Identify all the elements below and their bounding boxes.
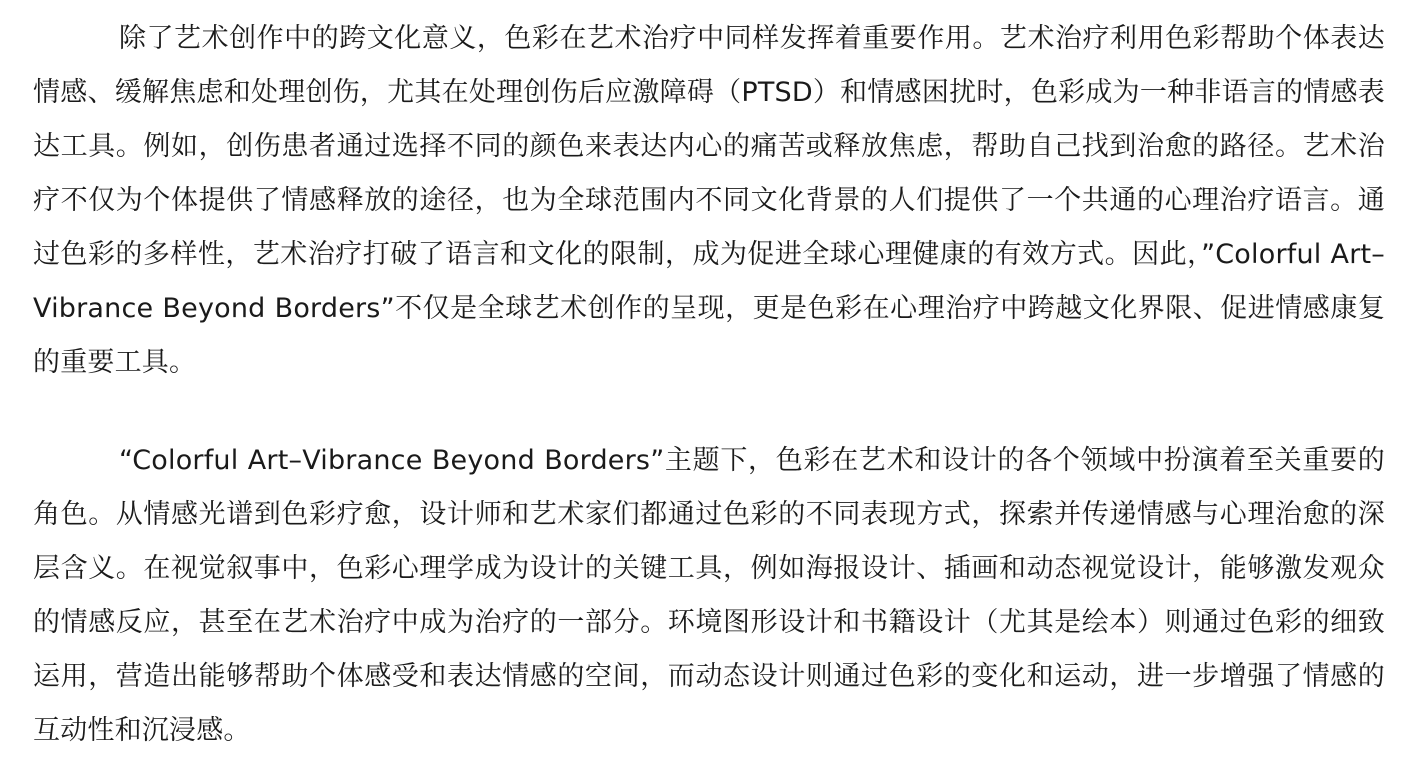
document-body [33, 12, 1385, 758]
paragraph-art-therapy: 除了艺术创作中的跨文化意义，色彩在艺术治疗中同样发挥着重要作用。艺术治疗利用色彩帮助个体表达情感、缓解焦虑和处理创伤，尤其在处理创伤后应激障碍（PTSD）和情感困扰时，色彩成为一种非语言的情感表达工具。例如，创伤患者通过选择不同的颜色来表达内心的痛苦或释放焦虑，帮助自己找到治愈的路径。艺术治疗不仅为个体提供了情感释放的途径，也为全球范围内不同文化背景的人们提供了一个共通的心理治疗语言。通过色彩的多样性，艺术治疗打破了语言和文化的限制，成为促进全球心理健康的有效方式。因此，”Colorful Art–Vibrance Beyond Borders”不仅是全球艺术创作的呈现，更是色彩在心理治疗中跨越文化界限、促进情感康复的重要工具。 [33, 23, 1385, 378]
paragraph-design-fields: “Colorful Art–Vibrance Beyond Borders”主题下，色彩在艺术和设计的各个领域中扮演着至关重要的角色。从情感光谱到色彩疗愈，设计师和艺术家们都通过色彩的不同表现方式，探索并传递情感与心理治愈的深层含义。在视觉叙事中，色彩心理学成为设计的关键工具，例如海报设计、插画和动态视觉设计，能够激发观众的情感反应，甚至在艺术治疗中成为治疗的一部分。环境图形设计和书籍设计（尤其是绘本）则通过色彩的细致运用，营造出能够帮助个体感受和表达情感的空间，而动态设计则通过色彩的变化和运动，进一步增强了情感的互动性和沉浸感。 [33, 445, 1385, 746]
